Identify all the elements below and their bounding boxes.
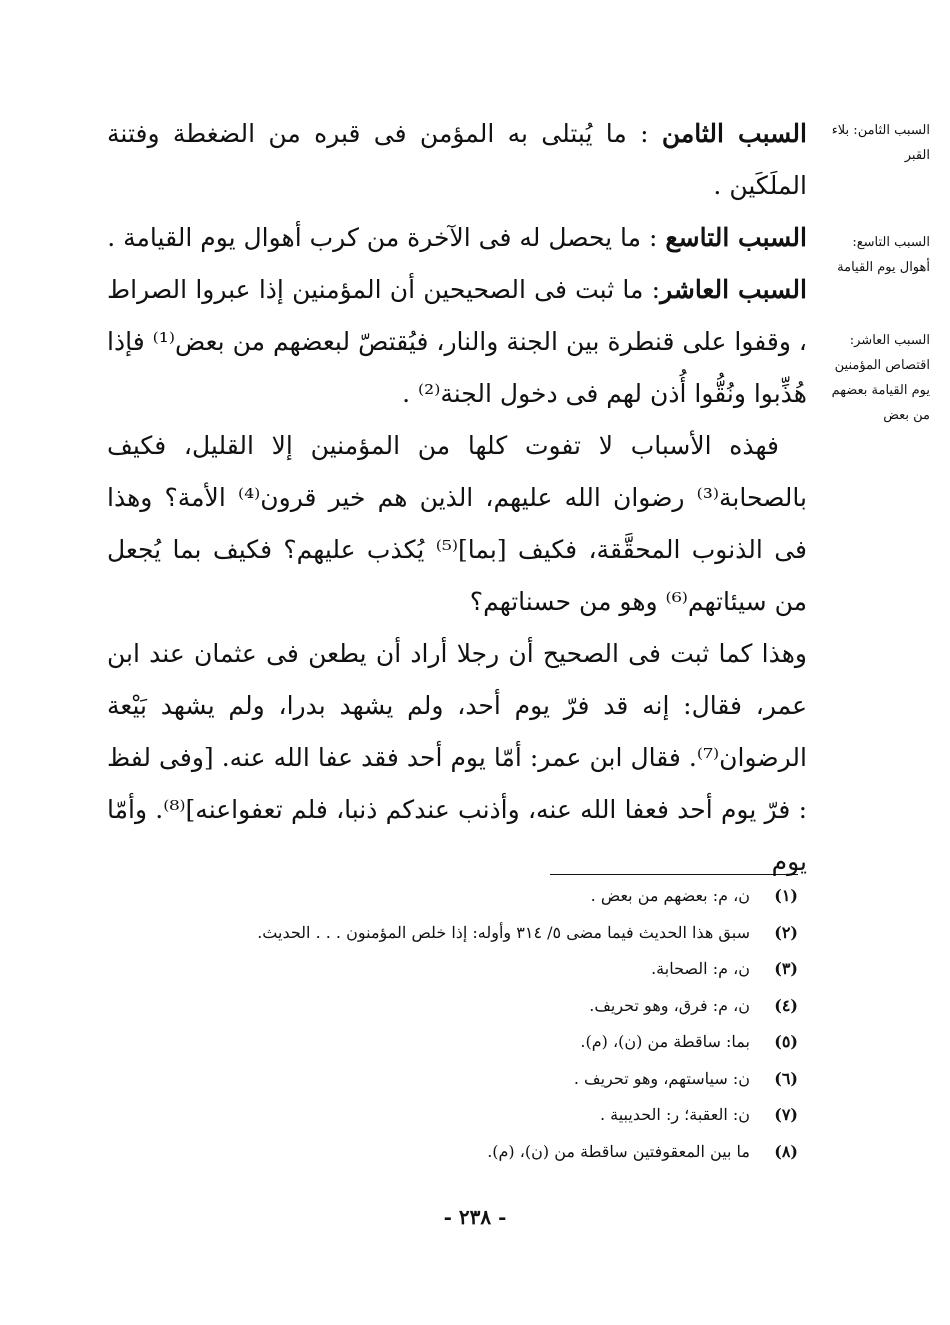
footnote-text: ن: العقبة؛ ر: الحديبية . <box>599 1105 750 1124</box>
footnote-text: ما بين المعقوفتين ساقطة من (ن)، (م). <box>487 1141 750 1161</box>
paragraph-text: وهذا كما ثبت فى الصحيح أن رجلا أراد أن يطعن فى عثمان عند ابن عمر، فقال: إنه قد فرّ يوم أحد، ولم يشهد بدرا، ولم يشهد بَيْعة الرضوان⁽⁷⁾. فقال ابن عمر: أمّا يوم أحد فقد عفا الله عنه. [وفى لفظ : فرّ يوم أحد فعفا الله عنه، وأذنب عندكم ذنبا، فلم تعفواعنه]⁽⁸⁾. وأمّا يوم <box>107 639 807 876</box>
footnote-text: بما: ساقطة من (ن)، (م). <box>580 1032 750 1051</box>
footnote <box>108 1134 798 1171</box>
footnote-text: ن، م: فرق، وهو تحريف. <box>589 995 750 1015</box>
footnote-number: (٨) <box>774 1141 798 1161</box>
footnote-number: (١) <box>774 886 798 905</box>
footnote <box>108 1061 798 1098</box>
footnote-text: سبق هذا الحديث فيما مضى ٥/ ٣١٤ وأوله: إذا خلص المؤمنون . . . الحديث. <box>257 922 750 942</box>
footnote-number: (٧) <box>774 1105 798 1124</box>
footnote <box>108 1024 798 1061</box>
footnotes <box>108 878 798 1170</box>
footnote-text: ن، م: بعضهم من بعض . <box>590 886 750 905</box>
footnote-number: (٤) <box>774 995 798 1015</box>
page-number: - ٢٣٨ - <box>443 1205 507 1229</box>
cause-heading: السبب العاشر <box>660 275 807 304</box>
paragraph-ninth-cause <box>107 212 807 264</box>
margin-note-tenth: السبب العاشر: اقتصاص المؤمنين يوم القيامة بعضهم من بعض <box>831 333 930 423</box>
paragraph-eighth-cause <box>107 108 807 212</box>
paragraph-text: : ما يحصل له فى الآخرة من كرب أهوال يوم القيامة . <box>107 223 666 252</box>
paragraph-text: : ما ثبت فى الصحيحين أن المؤمنين إذا عبروا الصراط ، وقفوا على قنطرة بين الجنة والنار، فيُقتصّ لبعضهم من بعض⁽¹⁾ فإذا هُذِّبوا ونُقُّوا أُذن لهم فى دخول الجنة⁽²⁾ . <box>107 275 808 408</box>
paragraph-ibn-umar <box>107 628 807 888</box>
footnote <box>108 1097 798 1134</box>
footnote-number: (٣) <box>774 959 798 978</box>
paragraph-tenth-cause <box>107 264 807 420</box>
paragraph-text: : ما يُبتلى به المؤمن فى قبره من الضغطة وفتنة الملَكَين . <box>107 119 807 200</box>
footnote-number: (٢) <box>774 922 798 942</box>
cause-heading: السبب التاسع <box>665 223 807 252</box>
main-text <box>107 108 807 888</box>
footnote-number: (٥) <box>774 1032 798 1051</box>
margin-note-ninth: السبب التاسع: أهوال يوم القيامة <box>837 235 930 275</box>
footnote-text: ن: سياستهم، وهو تحريف . <box>573 1068 750 1088</box>
footnote-number: (٦) <box>774 1068 798 1088</box>
footnote <box>108 988 798 1025</box>
cause-heading: السبب الثامن <box>661 119 807 148</box>
footnote <box>108 951 798 988</box>
footnote <box>108 915 798 952</box>
footnote-separator <box>550 874 798 875</box>
paragraph-companions <box>107 420 807 628</box>
margin-note-eighth: السبب الثامن: بلاء القبر <box>831 123 930 163</box>
footnote <box>108 878 798 915</box>
paragraph-text: فهذه الأسباب لا تفوت كلها من المؤمنين إلا القليل، فكيف بالصحابة⁽³⁾ رضوان الله عليهم، الذين هم خير قرون⁽⁴⁾ الأمة؟ وهذا فى الذنوب المحقَّقة، فكيف [بما]⁽⁵⁾ يُكذب عليهم؟ فكيف بما يُجعل من سيئاتهم⁽⁶⁾ وهو من حسناتهم؟ <box>107 431 808 616</box>
footnote-text: ن، م: الصحابة. <box>651 959 750 978</box>
